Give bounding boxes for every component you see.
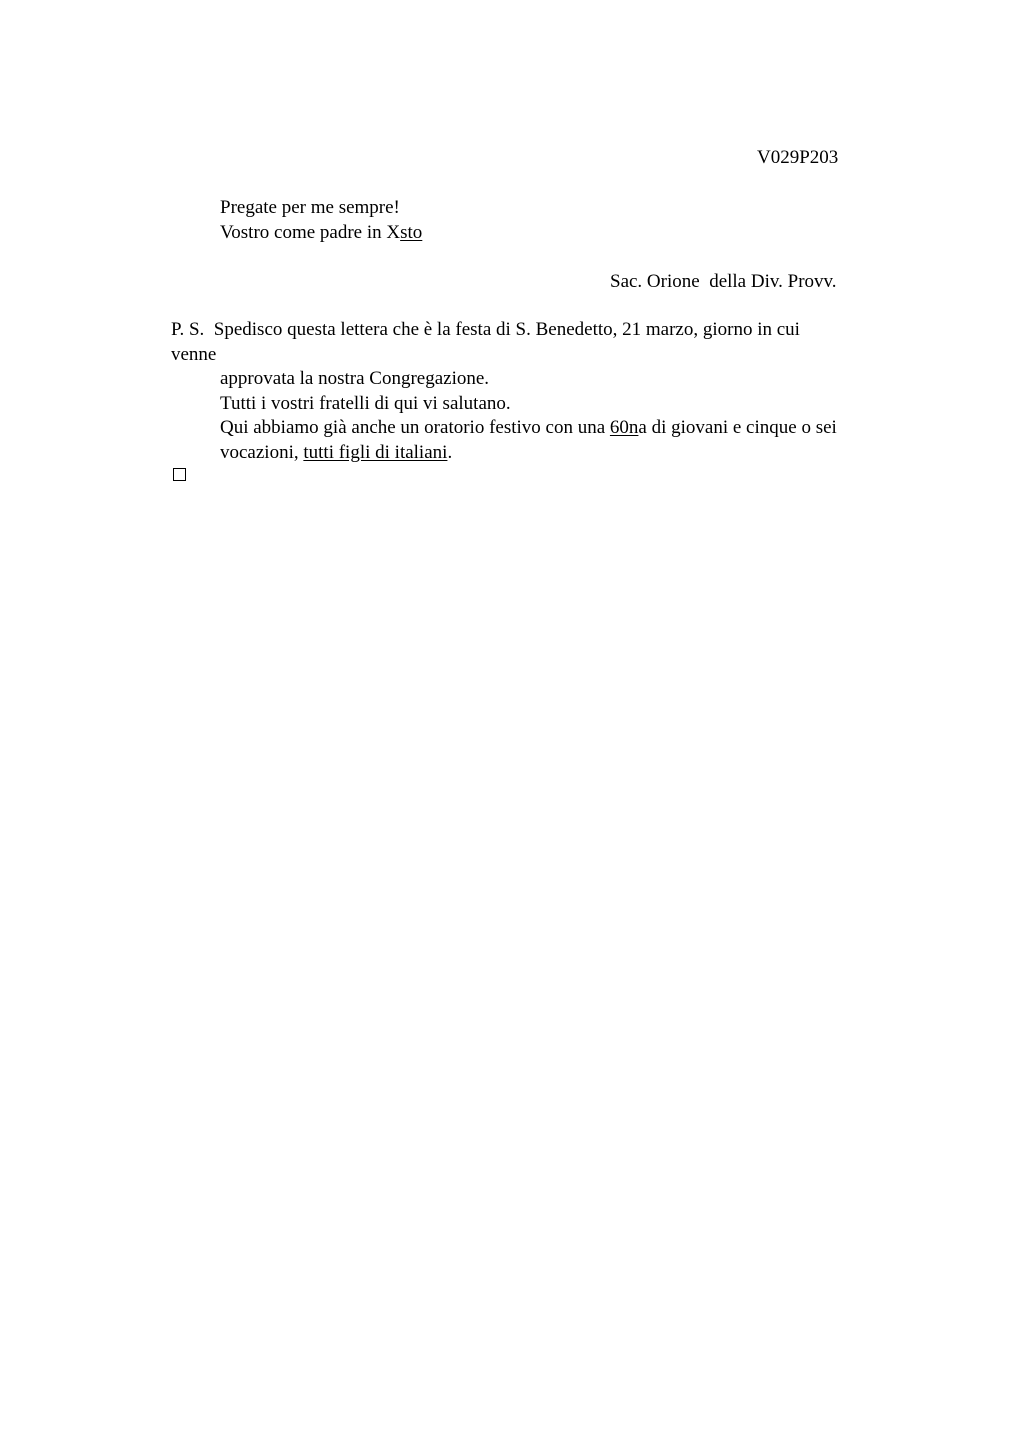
page-code: V029P203: [757, 147, 839, 168]
postscript-line-5: [220, 441, 452, 465]
postscript-line-3: Tutti i vostri fratelli di qui vi salutano.: [220, 393, 511, 414]
postscript-line-4-text: Qui abbiamo già anche un oratorio festivo con una: [220, 417, 610, 438]
closing-line-2: [220, 221, 422, 245]
empty-square-icon: [173, 468, 186, 481]
postscript-line-1: P. S. Spedisco questa lettera che è la festa di S. Benedetto, 21 marzo, giorno in cui: [171, 319, 800, 340]
closing-line-2-text: Vostro come padre in X: [220, 222, 401, 243]
closing-line-2-underlined: sto: [400, 222, 423, 243]
postscript-line-1-wrap: venne: [171, 344, 217, 365]
postscript-line-5-suffix: .: [447, 442, 453, 463]
postscript-line-4: [220, 416, 837, 440]
closing-line-1: Pregate per me sempre!: [220, 197, 400, 218]
postscript-line-5-underlined: tutti figli di italiani: [303, 442, 448, 463]
postscript-line-4-suffix: a di giovani e cinque o sei: [638, 417, 837, 438]
postscript-line-5-text: vocazioni,: [220, 442, 304, 463]
postscript-line-2: approvata la nostra Congregazione.: [220, 368, 490, 389]
signature: Sac. Orione della Div. Provv.: [610, 271, 837, 292]
postscript-line-4-underlined: 60n: [609, 417, 639, 438]
